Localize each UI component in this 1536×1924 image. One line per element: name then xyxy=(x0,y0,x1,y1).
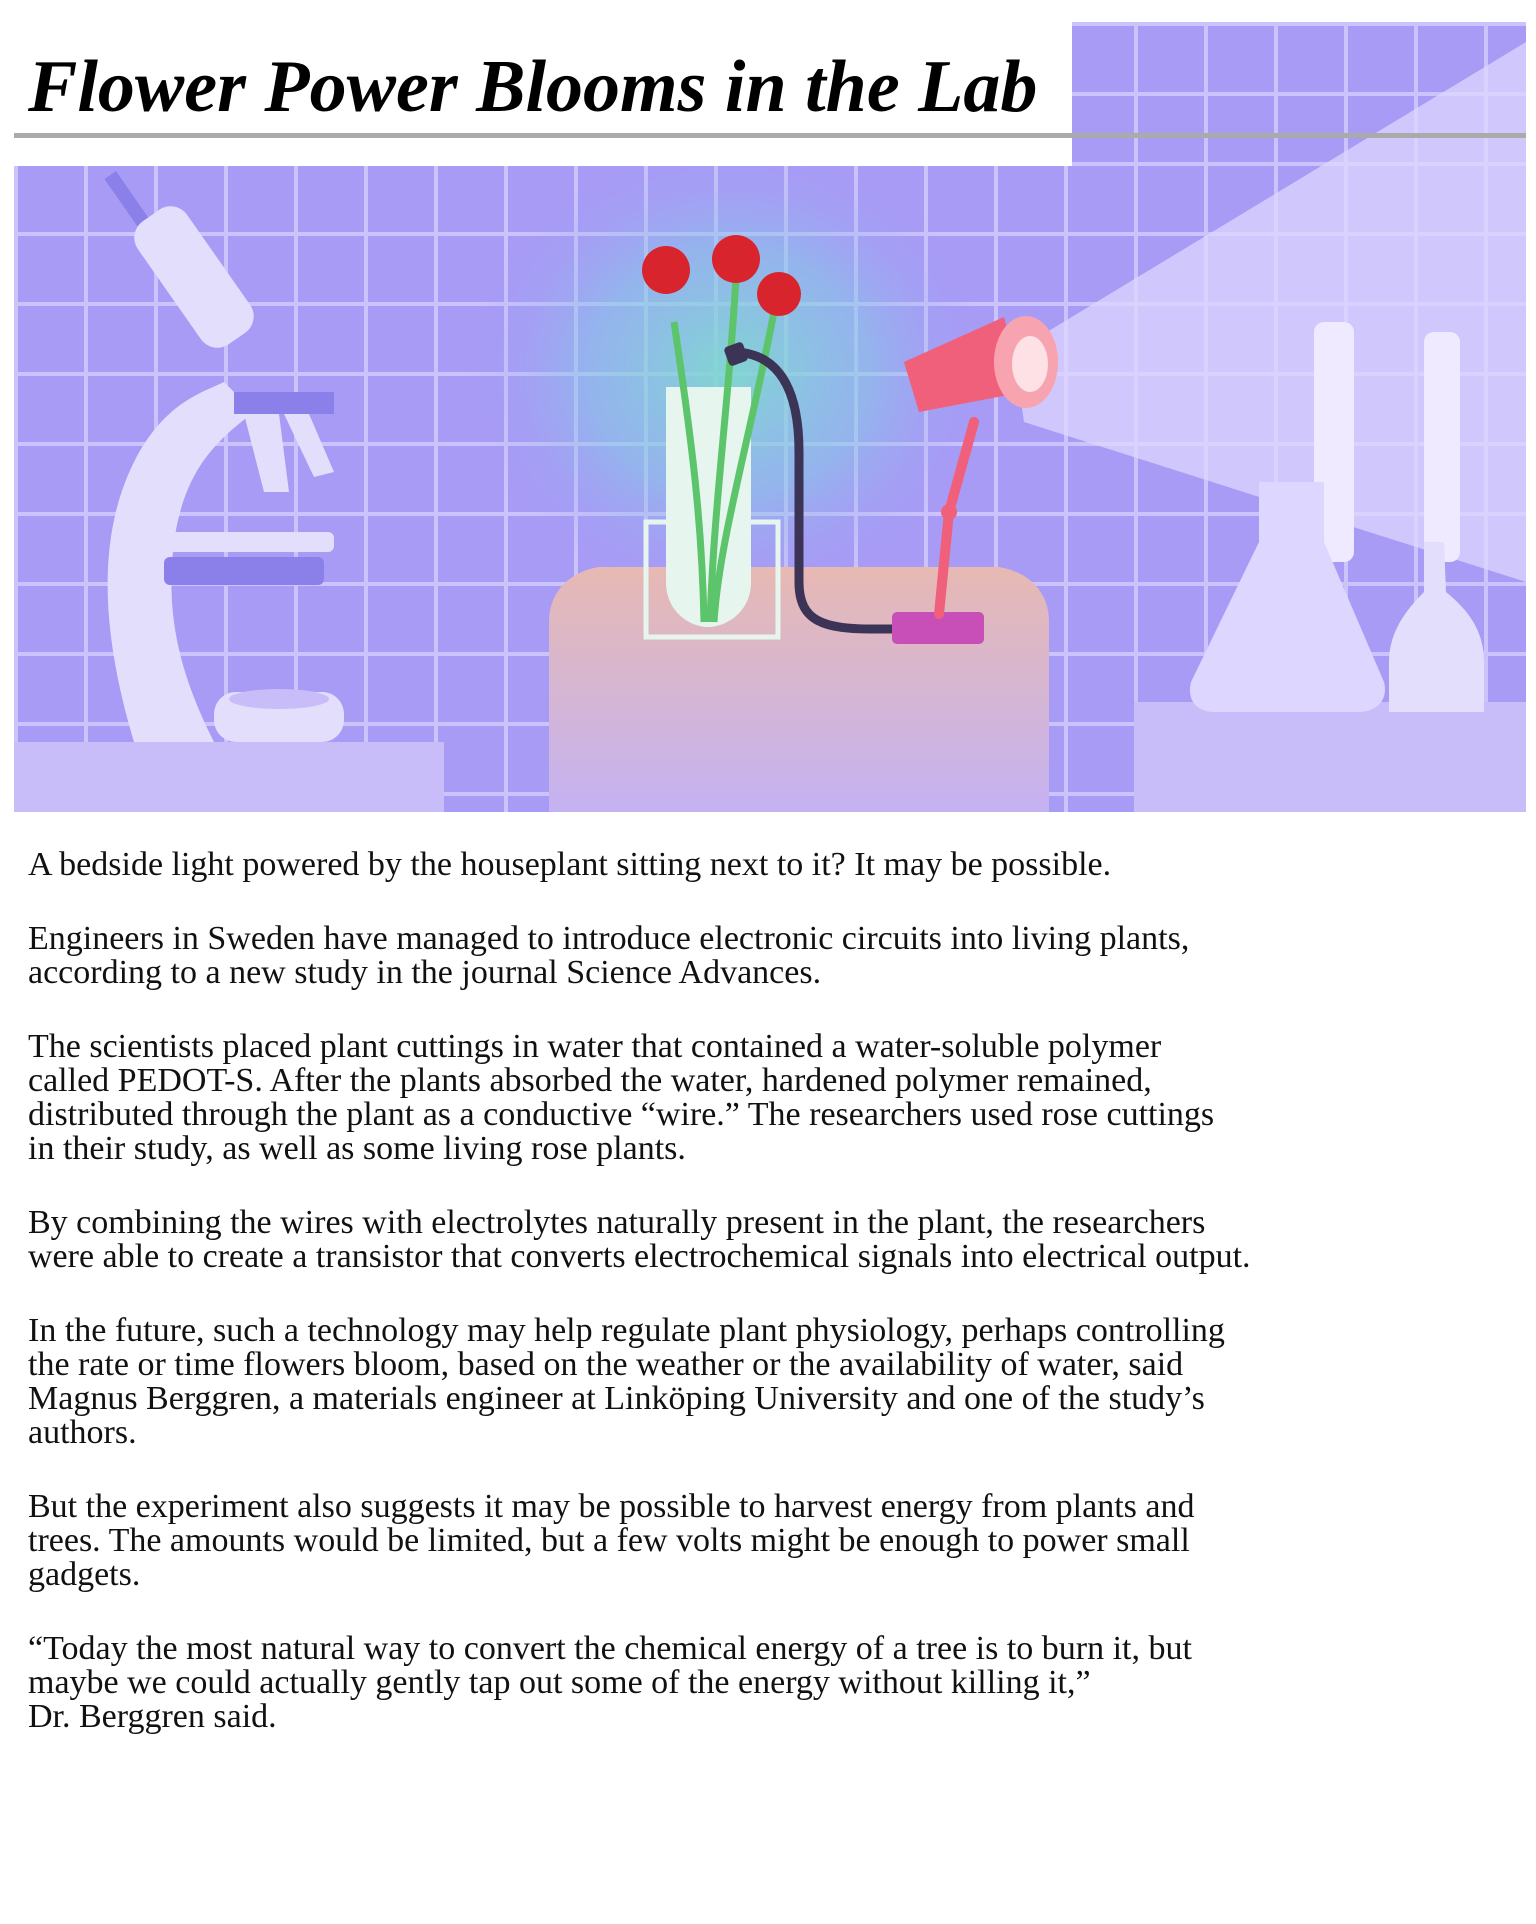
text-line: By combining the wires with electrolytes naturally present in the plant, the researchers xyxy=(28,1204,1206,1241)
text-line: gadgets. xyxy=(28,1556,141,1593)
text-line: the rate or time flowers bloom, based on the weather or the availability of water, said xyxy=(28,1346,1184,1383)
text-line: maybe we could actually gently tap out some of the energy without killing it,” xyxy=(28,1664,1091,1701)
text-line: trees. The amounts would be limited, but a few volts might be enough to power small xyxy=(28,1522,1190,1559)
text-line: A bedside light powered by the houseplant sitting next to it? It may be possible. xyxy=(28,846,1112,883)
paragraph xyxy=(28,1206,1528,1274)
paragraph xyxy=(28,1030,1528,1166)
paragraph xyxy=(28,1490,1528,1592)
text-line: called PEDOT-S. After the plants absorbed the water, hardened polymer remained, xyxy=(28,1062,1152,1099)
text-line: “Today the most natural way to convert the chemical energy of a tree is to burn it, but xyxy=(28,1630,1192,1667)
text-line: Engineers in Sweden have managed to introduce electronic circuits into living plants, xyxy=(28,920,1190,957)
text-line: distributed through the plant as a conductive “wire.” The researchers used rose cuttings xyxy=(28,1096,1215,1133)
paragraph xyxy=(28,922,1528,990)
text-line: But the experiment also suggests it may be possible to harvest energy from plants and xyxy=(28,1488,1195,1525)
text-line: authors. xyxy=(28,1414,137,1451)
headline-rule xyxy=(14,133,1526,138)
paragraph xyxy=(28,1314,1528,1450)
text-line: according to a new study in the journal Science Advances. xyxy=(28,954,822,991)
text-line: Dr. Berggren said. xyxy=(28,1698,277,1735)
article-body xyxy=(28,848,1528,1774)
paragraph xyxy=(28,1632,1528,1734)
text-line: were able to create a transistor that converts electrochemical signals into electrical output. xyxy=(28,1238,1251,1275)
text-line: In the future, such a technology may help regulate plant physiology, perhaps controlling xyxy=(28,1312,1225,1349)
text-line: in their study, as well as some living rose plants. xyxy=(28,1130,686,1167)
headline: Flower Power Blooms in the Lab xyxy=(28,46,1038,128)
text-line: Magnus Berggren, a materials engineer at Linköping University and one of the study’s xyxy=(28,1380,1205,1417)
text-line: The scientists placed plant cuttings in water that contained a water-soluble polymer xyxy=(28,1028,1162,1065)
paragraph xyxy=(28,848,1528,882)
